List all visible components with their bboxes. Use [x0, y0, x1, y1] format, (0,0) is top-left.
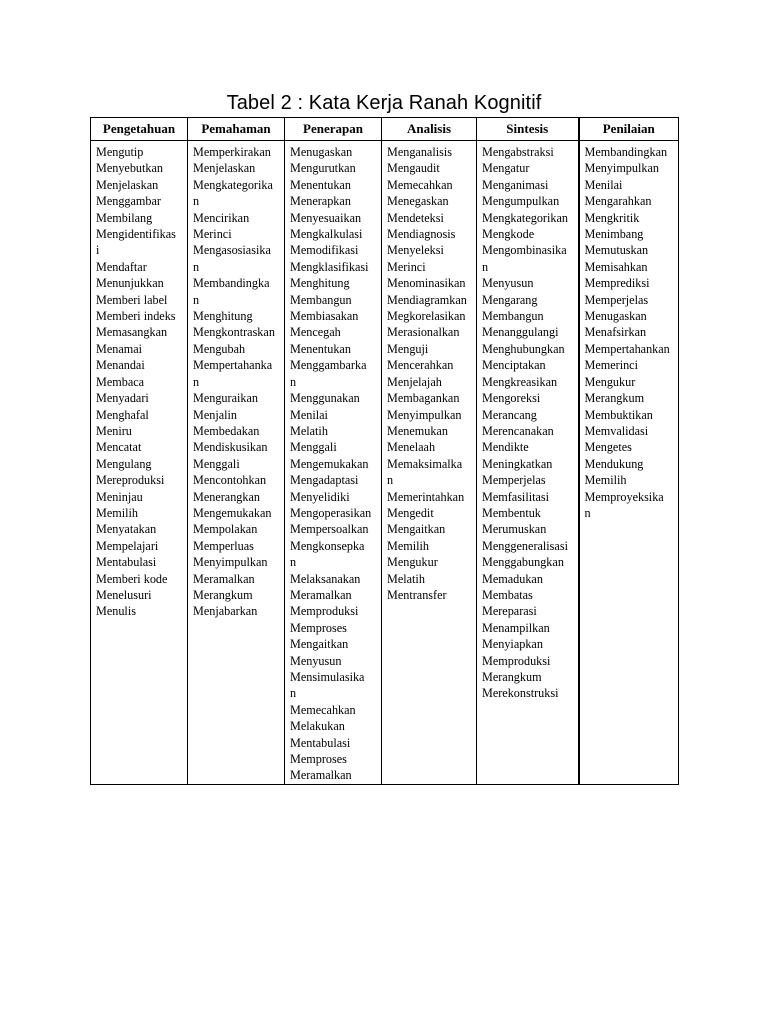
header-sintesis: Sintesis — [477, 118, 579, 141]
verb-item: Mengaitkan — [387, 522, 446, 537]
verb-item: Memberi indeks — [96, 309, 176, 324]
verb-item: Mengemukakan — [290, 456, 369, 471]
verb-item: Menandai — [96, 358, 145, 373]
verb-item: Menggeneralisasi — [482, 538, 568, 553]
verb-item: Memperluas — [193, 538, 254, 553]
verb-item: n — [193, 292, 200, 307]
verb-item: Mengkritik — [584, 210, 640, 225]
verb-item: Memproyeksika — [584, 489, 664, 504]
verb-item: Menyimpulkan — [584, 161, 659, 176]
verb-item: Menampilkan — [482, 620, 550, 635]
verb-item: Mengombinasika — [482, 243, 567, 258]
verb-item: Memperjelas — [482, 473, 546, 488]
verb-item: Mendikte — [482, 440, 529, 455]
header-penerapan: Penerapan — [285, 118, 382, 141]
verb-item: Merasionalkan — [387, 325, 460, 340]
verb-item: Menyeleksi — [387, 243, 444, 258]
verb-item: n — [290, 555, 297, 570]
header-penilaian: Penilaian — [579, 118, 679, 141]
verb-item: Merangkum — [193, 587, 253, 602]
verb-item: Memerintahkan — [387, 489, 465, 504]
cognitive-verbs-table — [90, 117, 679, 785]
verb-item: Melatih — [387, 571, 425, 586]
verb-item: Meningkatkan — [482, 456, 553, 471]
verb-list-sintesis — [477, 141, 578, 702]
verb-item: n — [584, 505, 591, 520]
verb-item: Merumuskan — [482, 522, 547, 537]
verb-item: Mengkategorika — [193, 177, 273, 192]
verb-item: Menyelidiki — [290, 489, 350, 504]
verb-item: Memodifikasi — [290, 243, 359, 258]
verb-item: Merinci — [387, 259, 426, 274]
verb-item: Memproses — [290, 752, 347, 767]
cell-pengetahuan — [91, 141, 188, 785]
verb-item: Merekonstruksi — [482, 686, 559, 701]
verb-item: Membiasakan — [290, 309, 359, 324]
verb-item: Mengarang — [482, 292, 538, 307]
verb-item: Menominasikan — [387, 276, 466, 291]
verb-item: Membilang — [96, 210, 153, 225]
verb-item: Menyiapkan — [482, 637, 543, 652]
verb-item: Membandingka — [193, 276, 270, 291]
verb-item: Mengetes — [584, 440, 632, 455]
verb-item: Menerapkan — [290, 194, 351, 209]
verb-item: Menguji — [387, 341, 429, 356]
verb-item: Mengedit — [387, 505, 434, 520]
verb-item: Menyebutkan — [96, 161, 164, 176]
verb-item: Mengkontraskan — [193, 325, 275, 340]
verb-item: Menamai — [96, 341, 143, 356]
verb-item: Memperkirakan — [193, 145, 271, 159]
verb-item: Memilih — [387, 538, 429, 553]
verb-item: Mengkonsepka — [290, 538, 365, 553]
verb-item: Mengutip — [96, 145, 144, 159]
verb-item: Menggunakan — [290, 391, 360, 406]
header-row — [91, 118, 679, 141]
verb-item: Menghafal — [96, 407, 149, 422]
verb-item: Mentransfer — [387, 587, 447, 602]
verb-item: Mengaitkan — [290, 637, 349, 652]
verb-item: Merencanakan — [482, 423, 554, 438]
verb-item: Memisahkan — [584, 259, 648, 274]
verb-item: Menggali — [290, 440, 337, 455]
verb-item: Menanggulangi — [482, 325, 559, 340]
verb-item: Mempersoalkan — [290, 522, 369, 537]
verb-item: Mengubah — [193, 341, 246, 356]
verb-list-pengetahuan — [91, 141, 187, 620]
verb-item: Mengkode — [482, 227, 535, 242]
verb-item: Menugaskan — [584, 309, 647, 324]
verb-item: Mencerahkan — [387, 358, 454, 373]
verb-item: n — [193, 259, 200, 274]
verb-item: Menilai — [290, 407, 328, 422]
cell-pemahaman — [188, 141, 285, 785]
verb-item: Menyusun — [290, 653, 342, 668]
verb-item: Menghitung — [193, 309, 253, 324]
verb-item: Mendeteksi — [387, 210, 444, 225]
verb-item: Merancang — [482, 407, 537, 422]
verb-item: Meramalkan — [290, 587, 352, 602]
verb-item: Mengabstraksi — [482, 145, 554, 159]
verb-item: Memproses — [290, 620, 347, 635]
verb-item: Megkorelasikan — [387, 309, 466, 324]
verb-item: Memecahkan — [290, 702, 356, 717]
verb-item: n — [193, 374, 200, 389]
verb-item: Memproduksi — [482, 653, 551, 668]
body-row — [91, 141, 679, 785]
verb-item: Mengidentifikas — [96, 227, 176, 242]
verb-item: Memerinci — [584, 358, 638, 373]
verb-item: Memprediksi — [584, 276, 650, 291]
verb-item: Membandingkan — [584, 145, 668, 159]
verb-item: Meramalkan — [193, 571, 255, 586]
header-pemahaman: Pemahaman — [188, 118, 285, 141]
verb-item: Menemukan — [387, 423, 448, 438]
cell-penilaian — [579, 141, 679, 785]
verb-list-pemahaman — [188, 141, 284, 620]
verb-item: Menunjukkan — [96, 276, 164, 291]
verb-item: Menggambarka — [290, 358, 367, 373]
verb-item: Merangkum — [584, 391, 645, 406]
verb-item: Memilih — [584, 473, 627, 488]
verb-list-penilaian — [580, 141, 679, 521]
verb-item: Mempolakan — [193, 522, 258, 537]
verb-item: Melaksanakan — [290, 571, 361, 586]
verb-item: Menghubungkan — [482, 341, 565, 356]
verb-item: Mensimulasika — [290, 670, 365, 684]
verb-item: Meniru — [96, 423, 132, 438]
verb-item: Mengkategorikan — [482, 210, 568, 225]
verb-item: Memaksimalka — [387, 456, 463, 471]
verb-item: Mereparasi — [482, 604, 537, 619]
verb-item: Menghitung — [290, 276, 350, 291]
verb-item: Membentuk — [482, 505, 541, 520]
verb-item: Memfasilitasi — [482, 489, 550, 504]
verb-item: Menciptakan — [482, 358, 546, 373]
verb-item: Mendiagramkan — [387, 292, 467, 307]
verb-item: Membagankan — [387, 391, 460, 406]
verb-item: Menganimasi — [482, 177, 549, 192]
verb-item: Menjelaskan — [193, 161, 256, 176]
verb-item: Mengklasifikasi — [290, 259, 369, 274]
verb-item: Memutuskan — [584, 243, 649, 258]
verb-item: Mengukur — [387, 555, 438, 570]
verb-item: Menerangkan — [193, 489, 261, 504]
verb-item: Mengasosiasika — [193, 243, 271, 258]
verb-item: Mengaudit — [387, 161, 440, 176]
verb-item: Menyimpulkan — [193, 555, 268, 570]
verb-item: n — [482, 259, 489, 274]
verb-item: Membangun — [482, 309, 544, 324]
verb-item: Menelaah — [387, 440, 436, 455]
verb-item: Mentabulasi — [290, 735, 351, 750]
verb-item: Mengadaptasi — [290, 473, 359, 488]
verb-item: n — [387, 473, 394, 488]
verb-item: Memecahkan — [387, 177, 453, 192]
verb-item: n — [290, 686, 297, 701]
verb-item: Memberi label — [96, 292, 168, 307]
verb-item: Memperjelas — [584, 292, 649, 307]
verb-item: Membaca — [96, 374, 145, 389]
verb-item: Memproduksi — [290, 604, 359, 619]
verb-item: Menulis — [96, 604, 136, 619]
verb-item: Menguraikan — [193, 391, 258, 406]
verb-item: Menentukan — [290, 177, 351, 192]
verb-item: Mencontohkan — [193, 473, 267, 488]
verb-item: Menyesuaikan — [290, 210, 362, 225]
verb-item: Mengarahkan — [584, 194, 652, 209]
verb-item: Mengulang — [96, 456, 152, 471]
verb-item: Menyusun — [482, 276, 534, 291]
verb-item: Memberi kode — [96, 571, 168, 586]
verb-item: Memadukan — [482, 571, 543, 586]
verb-item: Menugaskan — [290, 145, 353, 159]
verb-item: Mencegah — [290, 325, 341, 340]
verb-item: Menjelaskan — [96, 177, 159, 192]
verb-item: Merangkum — [482, 670, 542, 684]
table-title: Tabel 2 : Kata Kerja Ranah Kognitif — [226, 92, 542, 114]
verb-item: Mereproduksi — [96, 473, 165, 488]
verb-item: n — [193, 194, 200, 209]
verb-item: Mencatat — [96, 440, 142, 455]
verb-item: Mengoreksi — [482, 391, 541, 406]
verb-item: Memilih — [96, 505, 138, 520]
verb-item: Mengkalkulasi — [290, 227, 363, 242]
verb-item: Merinci — [193, 227, 232, 242]
verb-item: Membuktikan — [584, 407, 653, 422]
header-pengetahuan: Pengetahuan — [91, 118, 188, 141]
verb-item: Mengemukakan — [193, 505, 272, 520]
verb-item: Melatih — [290, 423, 328, 438]
verb-item: Menggabungkan — [482, 555, 564, 570]
verb-list-analisis — [382, 141, 476, 603]
cell-sintesis — [477, 141, 579, 785]
verb-item: Mencirikan — [193, 210, 250, 225]
verb-item: Menyatakan — [96, 522, 157, 537]
verb-item: Menelusuri — [96, 587, 152, 602]
verb-item: Menafsirkan — [584, 325, 647, 340]
verb-item: Meramalkan — [290, 768, 352, 783]
verb-item: Menjalin — [193, 407, 238, 422]
verb-item: Meninjau — [96, 489, 143, 504]
verb-item: Mengurutkan — [290, 161, 356, 176]
verb-item: Melakukan — [290, 719, 345, 734]
verb-item: Mendukung — [584, 456, 644, 471]
header-analisis: Analisis — [382, 118, 477, 141]
verb-item: Membangun — [290, 292, 352, 307]
verb-item: Mempelajari — [96, 538, 159, 553]
verb-item: Mengatur — [482, 161, 530, 176]
verb-item: Menilai — [584, 177, 623, 192]
verb-item: Mengoperasikan — [290, 505, 372, 520]
verb-item: Mengumpulkan — [482, 194, 560, 209]
verb-item: Mendaftar — [96, 259, 147, 274]
verb-item: Mendiagnosis — [387, 227, 456, 242]
verb-item: Menimbang — [584, 227, 644, 242]
verb-item: Menganalisis — [387, 145, 452, 159]
verb-item: Menegaskan — [387, 194, 449, 209]
verb-item: Mempertahanka — [193, 358, 273, 373]
verb-item: Mentabulasi — [96, 555, 157, 570]
verb-item: Menjelajah — [387, 374, 442, 389]
verb-item: i — [96, 243, 100, 258]
cell-penerapan — [285, 141, 382, 785]
verb-item: Memasangkan — [96, 325, 168, 340]
verb-item: Menggambar — [96, 194, 161, 209]
verb-item: Menyimpulkan — [387, 407, 462, 422]
verb-item: Menyadari — [96, 391, 149, 406]
verb-item: Menjabarkan — [193, 604, 258, 619]
verb-list-penerapan — [285, 141, 381, 784]
verb-item: Menggali — [193, 456, 240, 471]
verb-item: Mengukur — [584, 374, 636, 389]
verb-item: Mengkreasikan — [482, 374, 558, 389]
verb-item: Memvalidasi — [584, 423, 649, 438]
verb-item: Mempertahankan — [584, 341, 670, 356]
verb-item: n — [290, 374, 297, 389]
verb-item: Menentukan — [290, 341, 351, 356]
cell-analisis — [382, 141, 477, 785]
verb-item: Membedakan — [193, 423, 260, 438]
verb-item: Membatas — [482, 587, 533, 602]
verb-item: Mendiskusikan — [193, 440, 268, 455]
